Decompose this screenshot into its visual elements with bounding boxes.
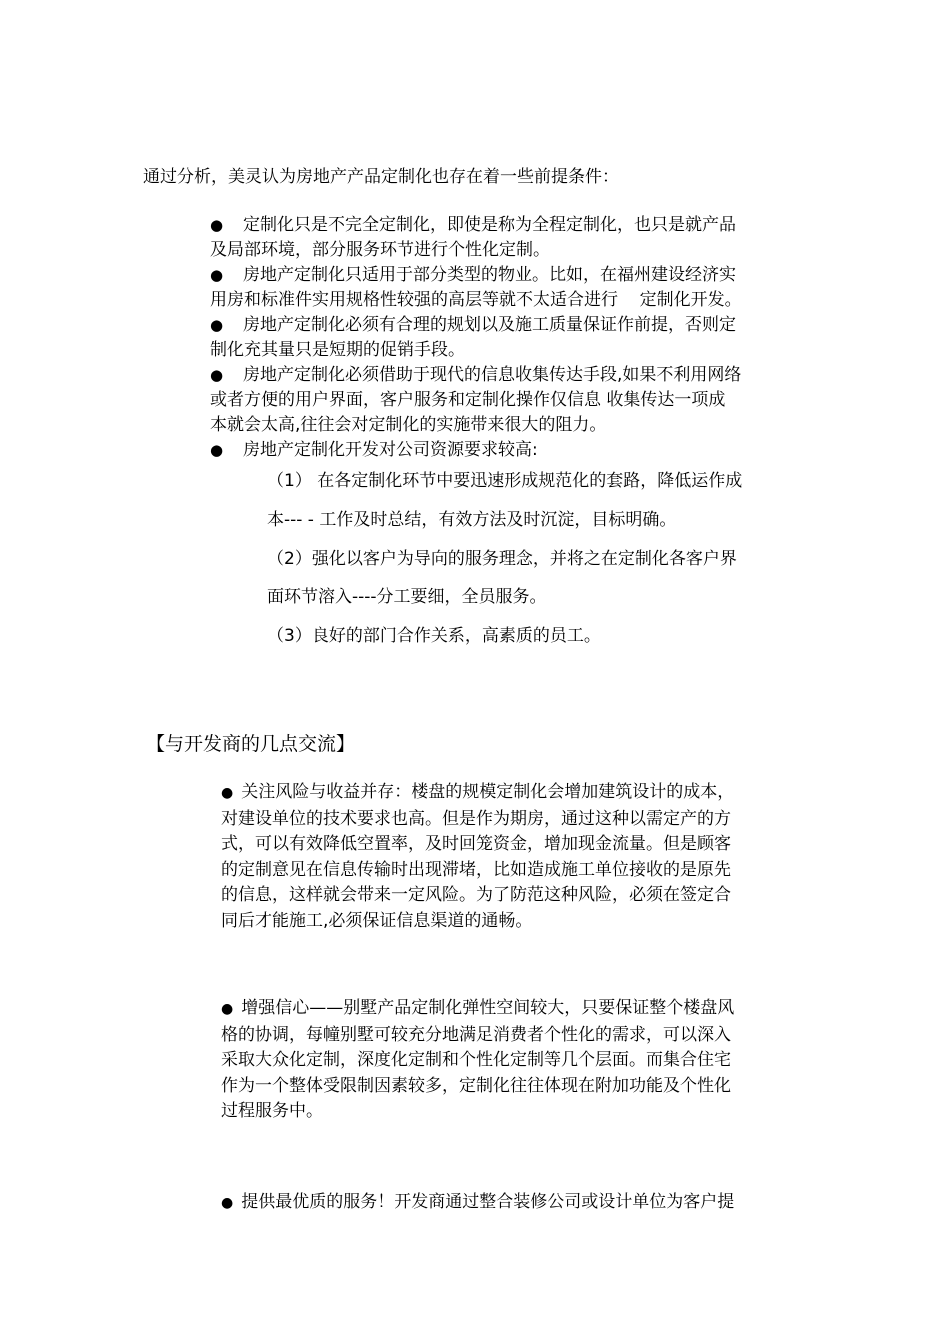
conditions-list xyxy=(210,213,810,463)
exchange-line: 格的协调，每幢别墅可较充分地满足消费者个性化的需求，可以深入 xyxy=(221,1024,731,1045)
resource-item-line: 本--- - 工作及时总结，有效方法及时沉淀，目标明确。 xyxy=(267,510,677,530)
condition-line: 房地产定制化必须借助于现代的信息收集传达手段,如果不利用网络 xyxy=(243,365,742,385)
resource-item-line: （2）强化以客户为导向的服务理念，并将之在定制化各客户界 xyxy=(267,549,737,569)
exchange-line: 同后才能施工,必须保证信息渠道的通畅。 xyxy=(221,910,533,931)
condition-line: 用房和标准件实用规格性较强的高层等就不太适合进行 定制化开发。 xyxy=(210,290,742,310)
exchange-line: 对建设单位的技术要求也高。但是作为期房，通过这种以需定产的方 xyxy=(221,808,731,829)
condition-line: 定制化只是不完全定制化，即使是称为全程定制化，也只是就产品 xyxy=(243,215,736,235)
exchange-line: ● 增强信心——别墅产品定制化弹性空间较大，只要保证整个楼盘风 xyxy=(221,998,735,1018)
exchange-line: ● 提供最优质的服务！开发商通过整合装修公司或设计单位为客户提 xyxy=(221,1192,735,1212)
condition-line: 房地产定制化必须有合理的规划以及施工质量保证作前提，否则定 xyxy=(243,315,736,335)
bullet-icon: ● xyxy=(210,266,224,284)
section-heading: 【与开发商的几点交流】 xyxy=(146,733,356,755)
bullet-icon: ● xyxy=(210,316,224,334)
exchange-line: ● 关注风险与收益并存：楼盘的规模定制化会增加建筑设计的成本， xyxy=(221,782,735,802)
exchange-line: 作为一个整体受限制因素较多，定制化往往体现在附加功能及个性化 xyxy=(221,1075,731,1096)
bullet-icon: ● xyxy=(221,785,234,801)
condition-line: 房地产定制化只适用于部分类型的物业。比如，在福州建设经济实 xyxy=(243,265,736,285)
condition-line: 或者方便的用户界面，客户服务和定制化操作仅信息 收集传达一项成 xyxy=(210,390,726,410)
exchange-point xyxy=(221,780,811,934)
bullet-icon: ● xyxy=(221,1001,234,1017)
exchange-line: 采取大众化定制，深度化定制和个性化定制等几个层面。而集合住宅 xyxy=(221,1050,731,1070)
condition-line: 房地产定制化开发对公司资源要求较高: xyxy=(243,440,538,460)
exchange-line: 的信息，这样就会带来一定风险。为了防范这种风险，必须在签定合 xyxy=(221,885,731,905)
exchange-line: 的定制意见在信息传输时出现滞堵，比如造成施工单位接收的是原先 xyxy=(221,859,731,880)
exchange-line: 式，可以有效降低空置率，及时回笼资金，增加现金流量。但是顾客 xyxy=(221,834,731,854)
exchange-line: 过程服务中。 xyxy=(221,1101,323,1121)
exchange-point xyxy=(221,996,811,1125)
intro-text: 通过分析，美灵认为房地产产品定制化也存在着一些前提条件： xyxy=(143,167,619,187)
condition-item xyxy=(210,438,810,463)
resource-item-line: 面环节溶入----分工要细，全员服务。 xyxy=(267,587,547,607)
resource-item-line: （3）良好的部门合作关系，高素质的员工。 xyxy=(267,626,601,646)
bullet-icon: ● xyxy=(221,1195,234,1211)
condition-item xyxy=(210,363,810,438)
bullet-icon: ● xyxy=(210,441,224,459)
bullet-icon: ● xyxy=(210,366,224,384)
condition-line: 及局部环境，部分服务环节进行个性化定制。 xyxy=(210,240,550,260)
condition-line: 制化充其量只是短期的促销手段。 xyxy=(210,340,465,360)
exchange-point xyxy=(221,1190,811,1217)
condition-item xyxy=(210,263,810,313)
resource-item-line: （1） 在各定制化环节中要迅速形成规范化的套路，降低运作成 xyxy=(267,471,743,491)
bullet-icon: ● xyxy=(210,216,224,234)
condition-line: 本就会太高,往往会对定制化的实施带来很大的阻力。 xyxy=(210,415,607,435)
condition-item xyxy=(210,213,810,263)
condition-item xyxy=(210,313,810,363)
